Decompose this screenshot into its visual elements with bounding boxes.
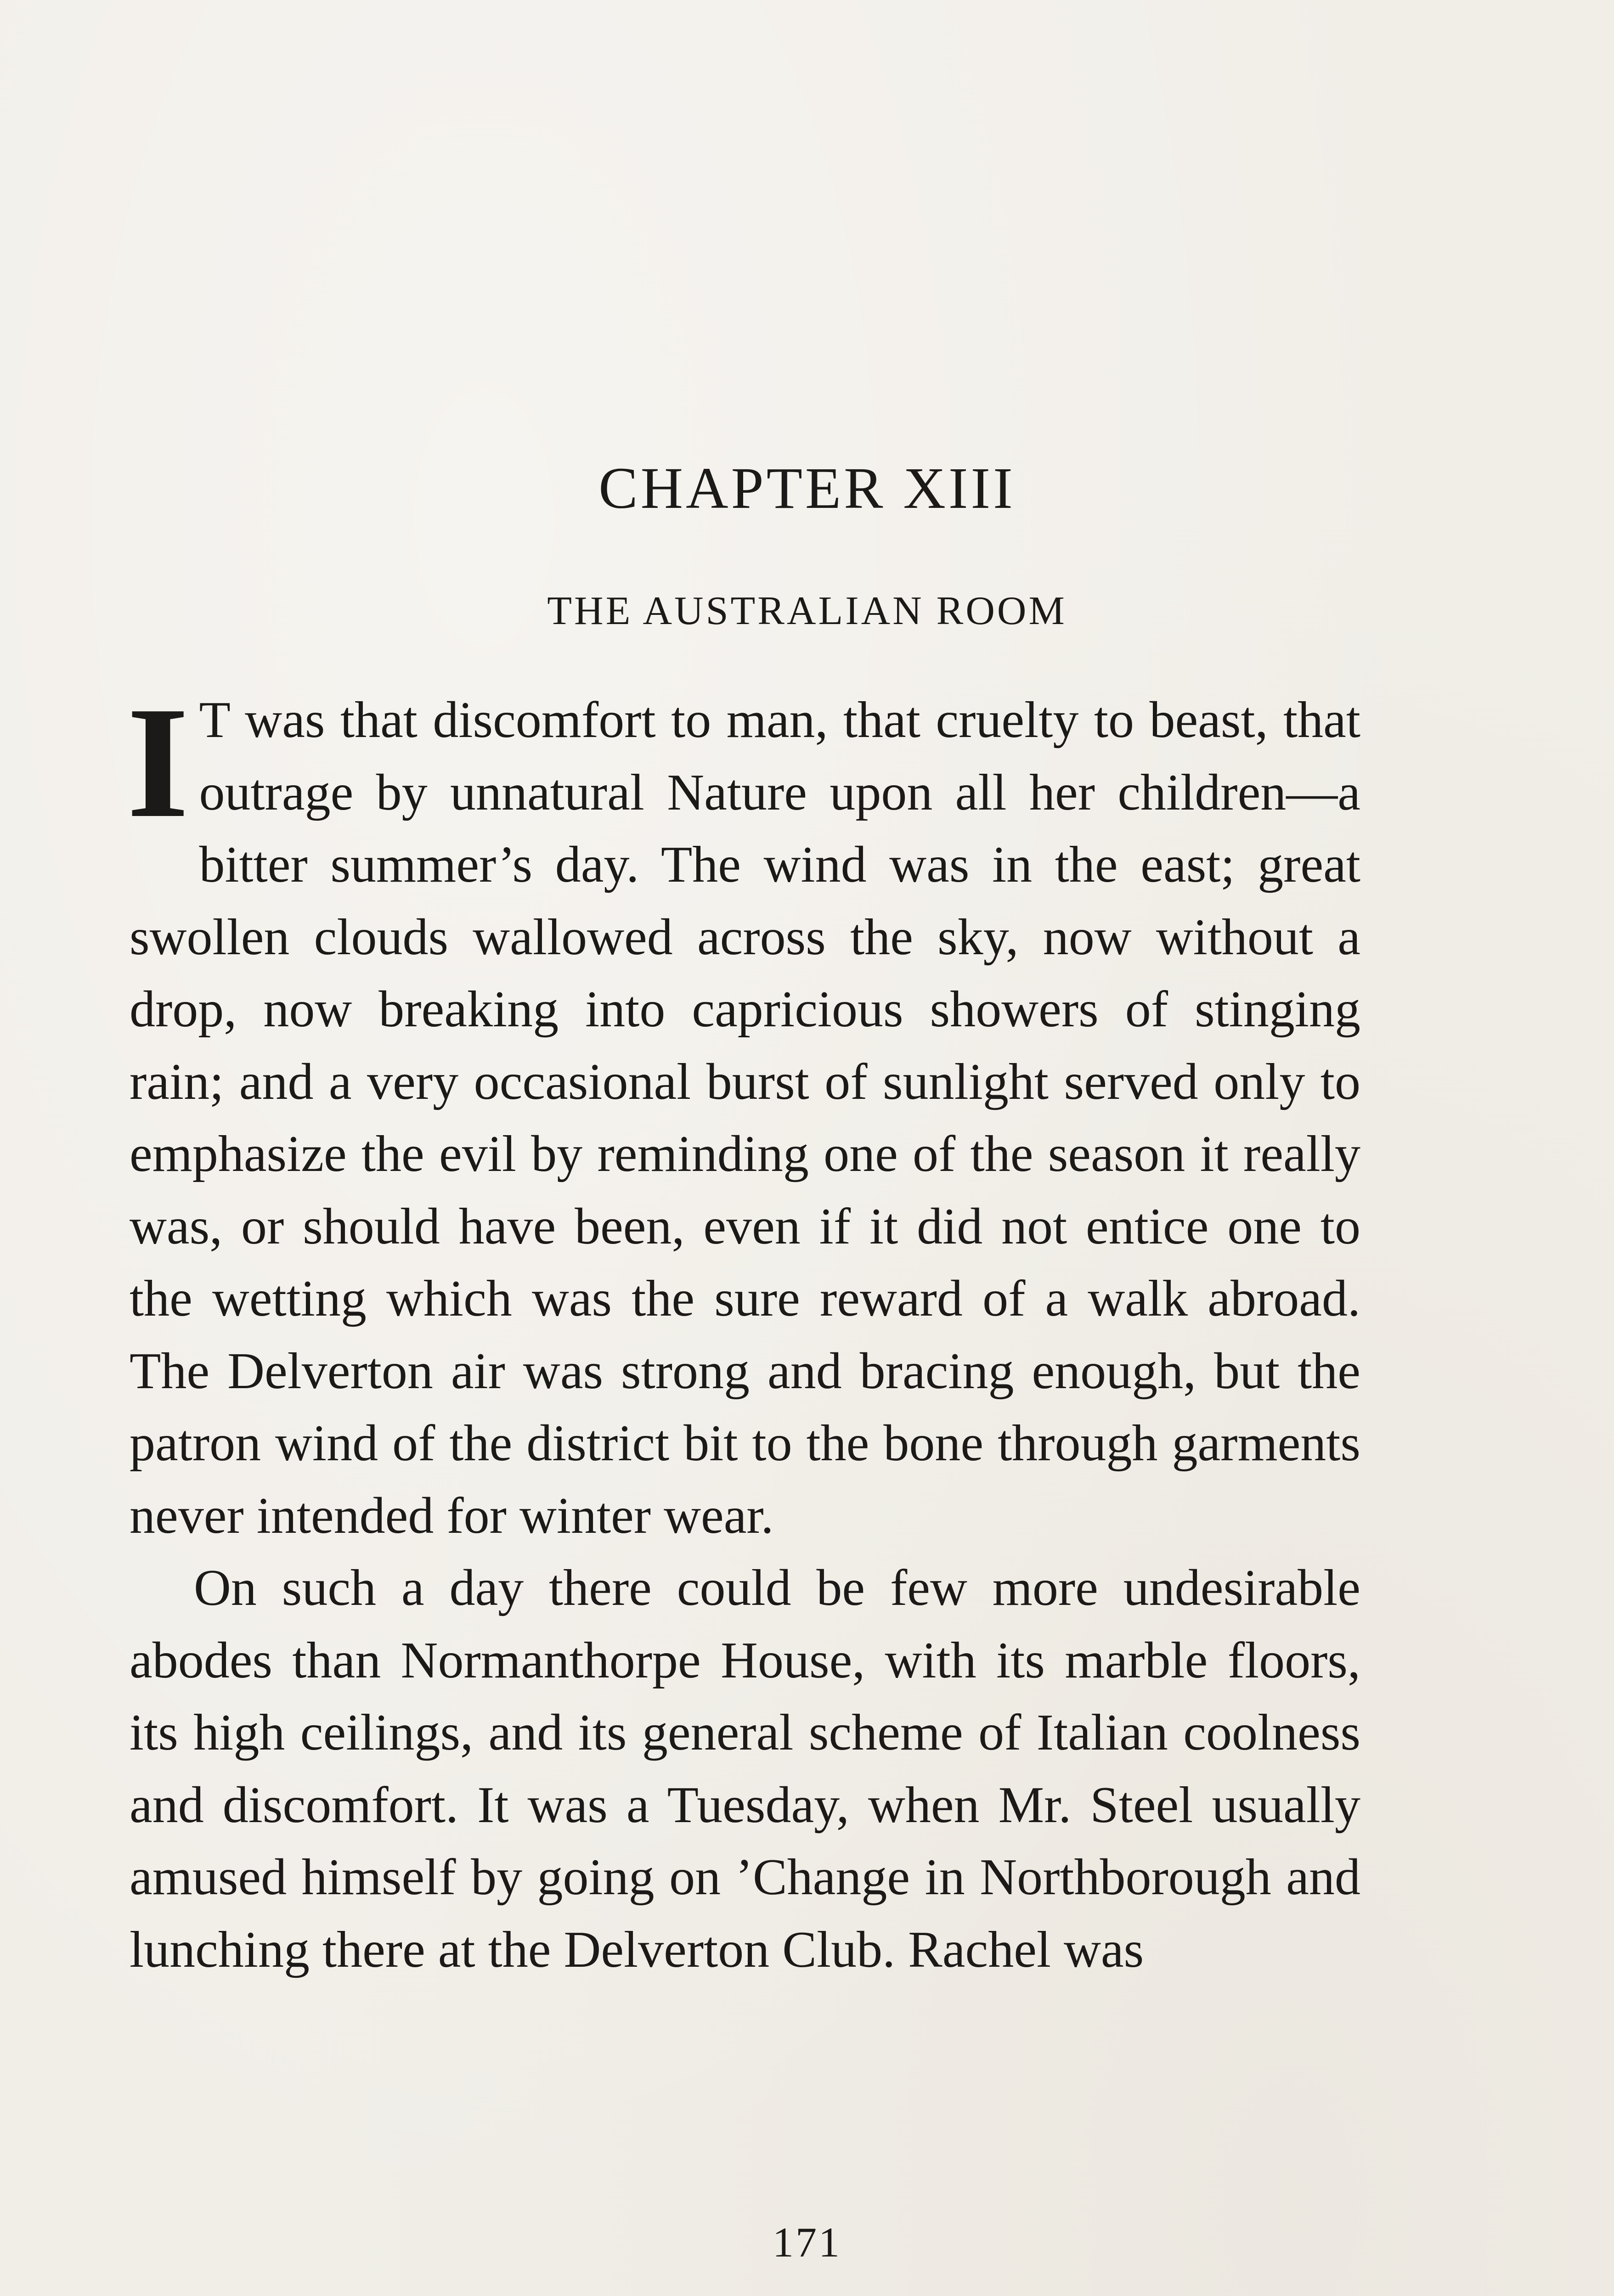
first-paragraph-text: T was that discomfort to man, that cruelty to beast, that outrage by unnatural Nature upon all her children—a bitter summer’s day. The wind was in the east; great swollen clouds wallowed across the sky, now without a drop, now breaking into capricious showers of stinging rain; and a very occasional burst of sunlight served only to emphasize the evil by reminding one of the season it really was, or should have been, even if it did not entice one to the wetting which was the sure reward of a walk abroad. The Delverton air was strong and bracing enough, but the patron wind of the district bit to the bone through garments never intended for winter wear. bbox=[130, 692, 1360, 1544]
first-paragraph bbox=[127, 674, 1360, 1552]
second-paragraph: On such a day there could be few more undesirable abodes than Normanthorpe House, with its marble floors, its high ceilings, and its general scheme of Italian coolness and discomfort. It was a Tuesday, when Mr. Steel usually amused himself by going on ’Change in Northborough and lunching there at the Delverton Club. Rachel was bbox=[130, 1559, 1360, 1978]
page-number: 171 bbox=[773, 2219, 841, 2266]
chapter-subtitle: THE AUSTRALIAN ROOM bbox=[547, 589, 1067, 633]
chapter-title: CHAPTER XIII bbox=[598, 456, 1016, 521]
drop-cap: I bbox=[127, 674, 189, 851]
chapter-body bbox=[127, 674, 1360, 1986]
